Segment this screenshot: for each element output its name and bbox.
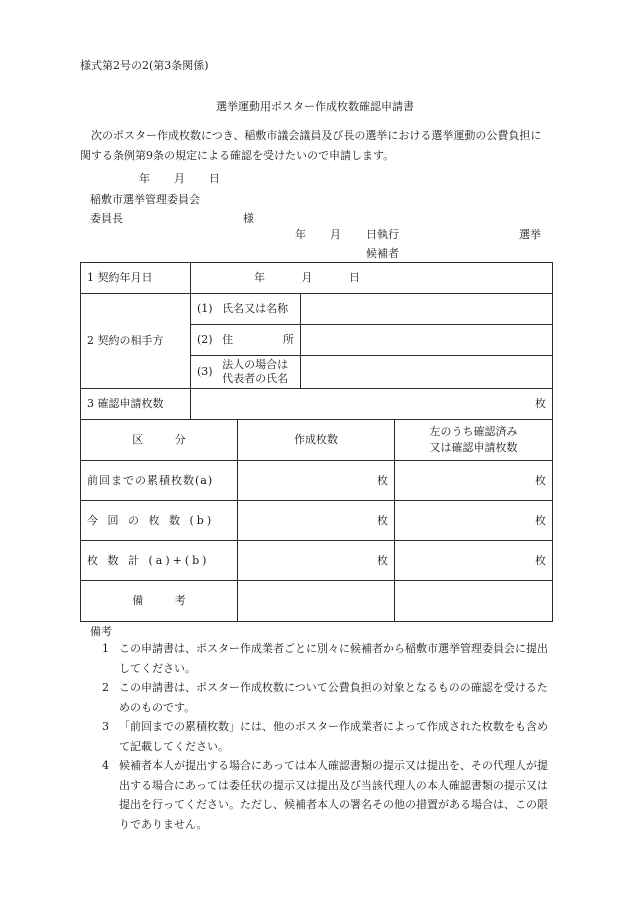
contract-party-label: 2 契約の相手方: [81, 294, 191, 389]
note-item: 2 この申請書は、ポスター作成枚数について公費負担の対象となるものの確認を受けるためのものです。: [102, 681, 548, 714]
contract-date-day: 日: [349, 271, 360, 285]
party-address-field[interactable]: [301, 325, 553, 356]
party-name-num: (1): [197, 302, 213, 316]
table-row: [81, 541, 553, 581]
party-name-field[interactable]: [301, 294, 553, 325]
contract-table: [80, 262, 553, 420]
contract-date-field[interactable]: [191, 263, 553, 294]
party-name-text: 氏名又は名称: [222, 302, 289, 316]
addressee-title: 委員長: [90, 212, 123, 225]
note-item: 3 「前回までの累積枚数」には、他のポスター作成業者によって作成された枚数をも含めて記載してください。: [102, 720, 548, 753]
remarks-label: [81, 581, 238, 622]
candidate-label: 候補者: [366, 247, 399, 260]
confirmed-count-header: [395, 420, 553, 461]
category-header: [81, 420, 238, 461]
addressee-honorific: 様: [243, 212, 254, 225]
cumulative-count-label: 前回までの累積枚数(a): [81, 461, 238, 501]
party-representative-label: [191, 356, 301, 389]
cumulative-confirmed-unit: 枚: [535, 473, 546, 487]
addressee-organization: 稲敷市選挙管理委員会: [90, 193, 200, 206]
table-row: [81, 461, 553, 501]
party-representative-num: (3): [197, 365, 213, 378]
category-header-b: 分: [174, 433, 186, 447]
count-table: [80, 419, 553, 622]
cumulative-created-unit: 枚: [377, 473, 388, 487]
total-count-label: 枚 数 計 (a)+(b): [81, 541, 238, 581]
total-confirmed-unit: 枚: [535, 553, 546, 567]
party-address-num: (2): [197, 333, 213, 347]
current-created-unit: 枚: [377, 513, 388, 527]
election-label: 選挙: [519, 228, 541, 241]
party-address-text-a: 住: [222, 333, 234, 347]
requested-count-field[interactable]: [191, 389, 553, 420]
requested-count-label: 3 確認申請枚数: [81, 389, 191, 420]
cumulative-confirmed-field[interactable]: [395, 461, 553, 501]
election-day-label: 日執行: [366, 228, 399, 241]
date-year-label: 年: [139, 172, 150, 185]
remarks-confirmed-field[interactable]: [395, 581, 553, 622]
date-day-label: 日: [209, 172, 220, 185]
current-count-label: 今 回 の 枚 数 (b): [81, 501, 238, 541]
form-number: 様式第2号の2(第3条関係): [80, 59, 209, 72]
contract-date-year: 年: [254, 271, 265, 285]
page-title: 選挙運動用ポスター作成枚数確認申請書: [216, 100, 414, 113]
note-item: 4 候補者本人が提出する場合にあっては本人確認書類の提示又は提出を、その代理人が提出する場合にあっては委任状の提示又は提出及び当該代理人の本人確認書類の提示又は提出を行ってください。ただし、候補者本人の署名その他の措置がある場合は、この限りでありません。: [102, 759, 548, 831]
requested-count-unit: 枚: [535, 397, 546, 411]
notes-list: [102, 639, 554, 834]
total-created-unit: 枚: [377, 553, 388, 567]
current-confirmed-unit: 枚: [535, 513, 546, 527]
election-year-label: 年: [295, 228, 306, 241]
contract-date-label: 1 契約年月日: [81, 263, 191, 294]
notes-heading: 備考: [90, 625, 112, 638]
party-representative-field[interactable]: [301, 356, 553, 389]
confirmed-header-line1: 左のうち確認済み: [429, 425, 518, 438]
note-item: 1 この申請書は、ポスター作成業者ごとに別々に候補者から稲敷市選挙管理委員会に提出してください。: [102, 642, 548, 675]
current-created-field[interactable]: [238, 501, 395, 541]
confirmed-header-line2: 又は確認申請枚数: [429, 441, 518, 454]
total-created-field[interactable]: [238, 541, 395, 581]
current-confirmed-field[interactable]: [395, 501, 553, 541]
party-representative-line1: 法人の場合は: [222, 358, 289, 371]
date-month-label: 月: [174, 172, 185, 185]
remarks-label-a: 備: [132, 594, 144, 608]
total-confirmed-field[interactable]: [395, 541, 553, 581]
contract-date-month: 月: [301, 271, 313, 285]
party-representative-line2: 代表者の氏名: [222, 372, 289, 385]
remarks-created-field[interactable]: [238, 581, 395, 622]
category-header-a: 区: [132, 433, 144, 447]
party-name-label: [191, 294, 301, 325]
cumulative-created-field[interactable]: [238, 461, 395, 501]
party-address-text-b: 所: [283, 333, 294, 347]
party-address-label: [191, 325, 301, 356]
intro-paragraph: 次のポスター作成枚数につき、稲敷市議会議員及び長の選挙における選挙運動の公費負担に関する条例第9条の規定による確認を受けたいので申請します。: [80, 129, 542, 162]
created-count-header: 作成枚数: [238, 420, 395, 461]
remarks-label-b: 考: [174, 594, 186, 608]
table-row: [81, 501, 553, 541]
election-month-label: 月: [330, 228, 341, 241]
